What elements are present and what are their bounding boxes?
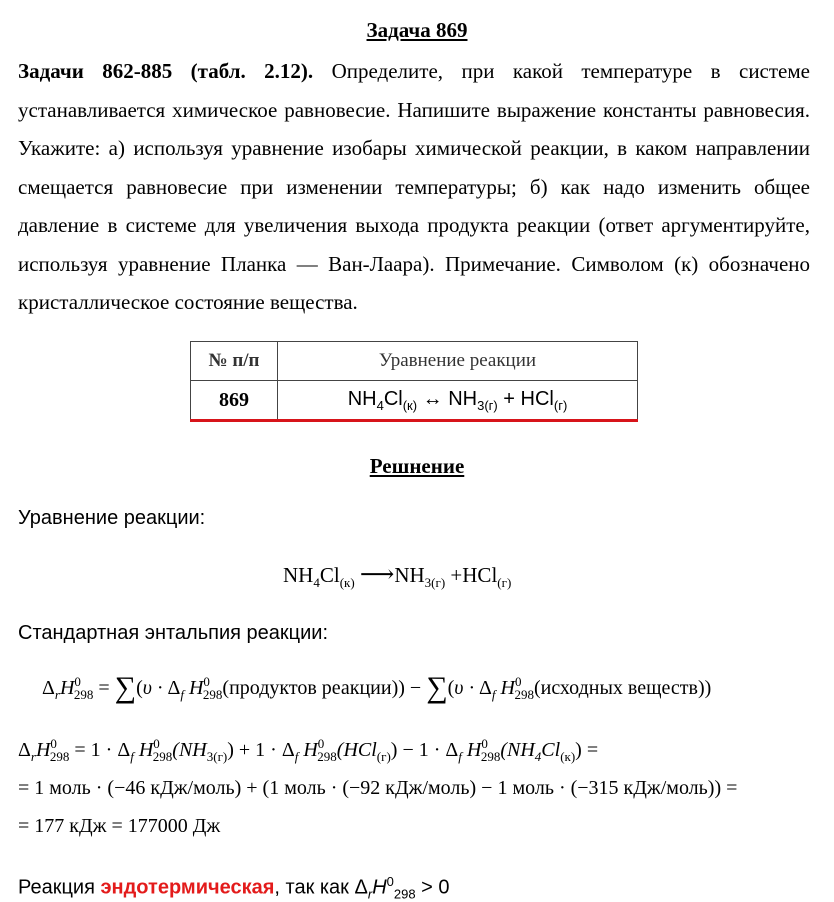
endothermic-highlight: эндотермическая xyxy=(100,876,275,899)
reaction-equation: $NH_4Cl_{(к)}$ $⟶NH_{3(г)} +HCl_{(г)}$ xyxy=(283,562,512,591)
table-header-equation: Уравнение реакции xyxy=(278,342,638,381)
enthalpy-calc-line3: = 177 кДж = 177000 Дж xyxy=(18,815,221,837)
problem-range: Задачи 862-885 (табл. 2.12). xyxy=(18,59,314,83)
solution-title: Решнение xyxy=(369,454,465,478)
problem-text: Определите, при какой температуре в системе устанавливается химическое равновесие. Напишите выражение константы равновесия. Укажите: а) используя уравнение изобары химической реакции, в каком направлении смещается равновесие при изменении температуры; б) как надо изменить общее давление в системе для увеличения выхода продукта реакции (ответ аргументируйте, используя уравнение Планка — Ван-Лаара). Примечание. Символом (к) обозначено кристаллическое состояние вещества. xyxy=(18,59,810,314)
page-title: Задача 869 xyxy=(366,18,468,42)
enthalpy-formula: $\Delta_rH^0_{298} = \sum(\upsilon \cdot \Delta_f$ $H^0_{298}(продуктов$ реакции)) − $\sum(\upsilon \cdot \Delta_f$ $H^0_{298}(исходных$ веществ)) xyxy=(42,671,712,704)
enthalpy-calc-line1: $\Delta_rH^0_{298} = 1 \cdot \Delta_f$ $H^0_{298}(NH_{3(г)}) + 1 \cdot \Delta_f$ $H^0_{298}(HCl_{(г)}) - 1 \cdot \Delta_f$ $H^0_{298}(NH_4Cl_{(к)})$ = xyxy=(18,736,599,764)
conclusion: Реакция эндотермическая, так как $\Delta_rH^0_{298} > 0$ xyxy=(18,874,450,902)
reaction-table xyxy=(190,341,638,422)
problem-statement xyxy=(18,52,810,322)
enthalpy-calc-line2: = 1 моль · (−46 кДж/моль) + (1 моль · (−92 кДж/моль) − 1 моль · (−315 кДж/моль)) = xyxy=(18,777,738,799)
table-header-number: № п/п xyxy=(191,342,278,381)
reaction-label: Уравнение реакции: xyxy=(18,507,206,529)
table-row-number: 869 xyxy=(191,381,278,421)
table-row-equation: $NH_4Cl_{(к)}$ ↔ $NH_{3(г)} + HCl_{(г)}$ xyxy=(278,381,638,421)
enthalpy-label: Стандартная энтальпия реакции: xyxy=(18,622,328,644)
